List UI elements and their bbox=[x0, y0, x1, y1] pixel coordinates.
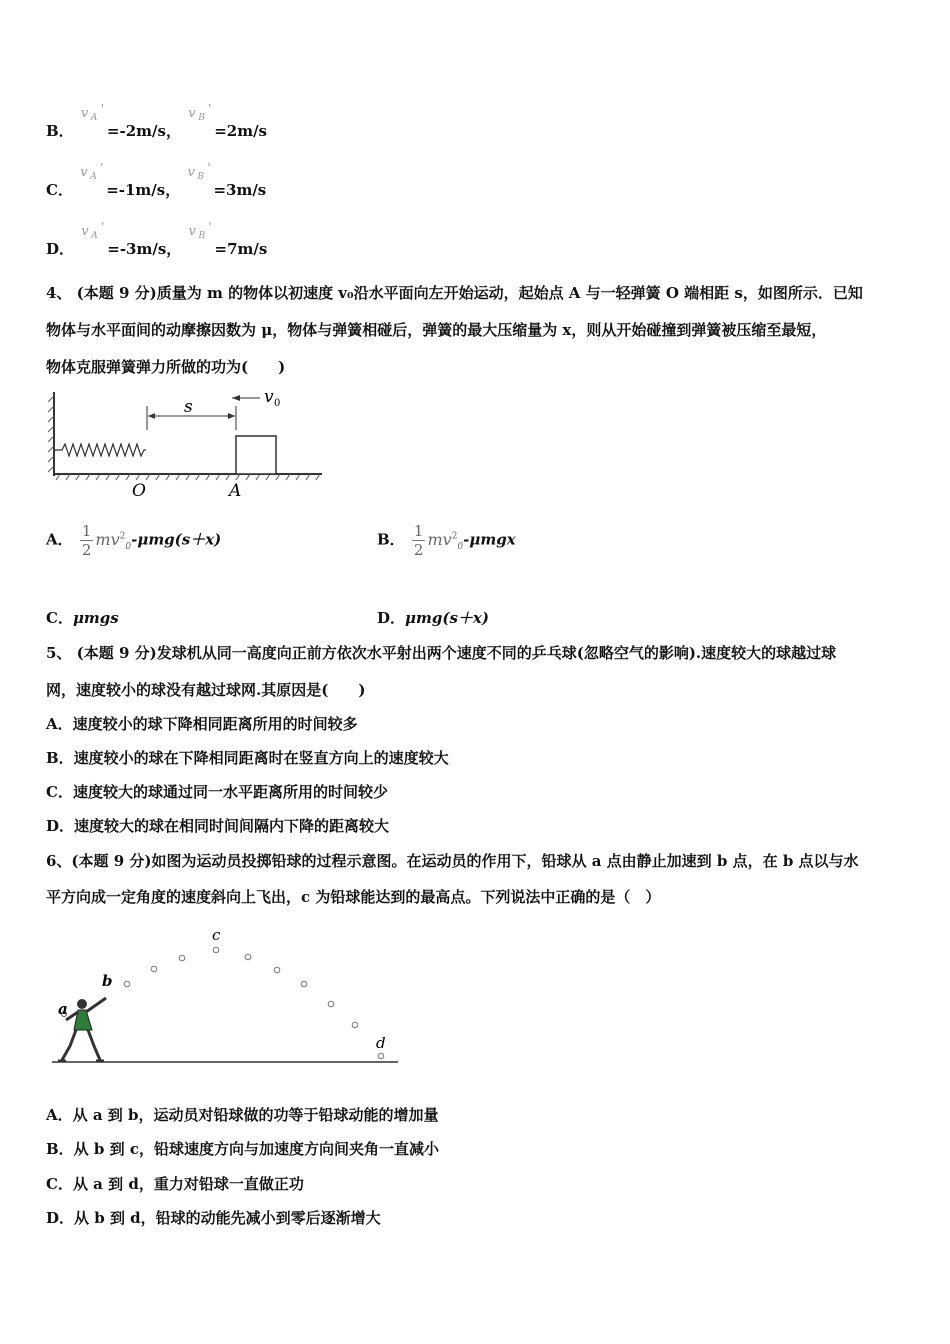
q5-stem-line2: 网，速度较小的球没有越过球网.其原因是( ) bbox=[46, 681, 366, 699]
va-value: =-2m/s， bbox=[106, 122, 181, 140]
vb-prime-symbol: v B ' bbox=[188, 102, 212, 123]
vb-value: =7m/s bbox=[214, 240, 268, 258]
vb-prime-symbol: v B ' bbox=[187, 161, 211, 182]
v0-label: v bbox=[264, 387, 274, 407]
trajectory-dots bbox=[124, 947, 384, 1059]
point-a-label: a bbox=[58, 1000, 68, 1018]
va-prime-symbol: v A ' bbox=[81, 220, 105, 241]
q4-stem-line2: 物体与水平面间的动摩擦因数为 μ，物体与弹簧相碰后，弹簧的最大压缩量为 x，则从开始碰撞到弹簧被压缩至最短， bbox=[46, 321, 827, 339]
one-half-fraction: $\frac{1}{2}$ bbox=[81, 522, 92, 559]
q6-option-a[interactable]: A．从 a 到 b，运动员对铅球做的功等于铅球动能的增加量 bbox=[46, 1106, 439, 1124]
one-half-fraction: $\frac{1}{2}$ bbox=[413, 522, 424, 559]
q6-option-c[interactable]: C．从 a 到 d，重力对铅球一直做正功 bbox=[46, 1175, 304, 1193]
q3-option-d[interactable] bbox=[46, 220, 268, 259]
option-label: C． bbox=[46, 609, 73, 627]
q4-option-d[interactable]: D．μmg(s＋x) bbox=[377, 609, 489, 627]
o-label: O bbox=[132, 481, 146, 501]
va-prime-symbol: v A ' bbox=[80, 102, 104, 123]
point-c-label: c bbox=[212, 926, 221, 944]
option-label: D． bbox=[46, 240, 75, 258]
q5-option-a[interactable]: A．速度较小的球下降相同距离所用的时间较多 bbox=[46, 715, 358, 733]
q4-option-c[interactable]: C．μmgs bbox=[46, 609, 119, 627]
q6-stem-line2: 平方向成一定角度的速度斜向上飞出，c 为铅球能达到的最高点。下列说法中正确的是（ ） bbox=[46, 888, 661, 906]
point-b-label: b bbox=[102, 972, 113, 990]
q6-option-b[interactable]: B．从 b 到 c，铅球速度方向与加速度方向间夹角一直减小 bbox=[46, 1140, 439, 1158]
q3-option-b[interactable] bbox=[46, 102, 267, 141]
mv0-squared: $mv^2_0$ bbox=[95, 529, 132, 552]
q5-option-b[interactable]: B．速度较小的球在下降相同距离时在竖直方向上的速度较大 bbox=[46, 749, 449, 767]
q4-option-a[interactable]: A． $\frac{1}{2}$ $mv^2_0-\mu mg(s+x)$ bbox=[46, 522, 222, 559]
point-d-label: d bbox=[376, 1034, 386, 1052]
vb-value: =2m/s bbox=[214, 122, 267, 140]
svg-text:0: 0 bbox=[274, 398, 281, 409]
q5-stem-line1: 5、 (本题 9 分)发球机从同一高度向正前方依次水平射出两个速度不同的乒乓球(忽略空气的影响).速度较大的球越过球 bbox=[46, 644, 837, 662]
mv0-squared: $mv^2_0$ bbox=[427, 529, 464, 552]
q3-option-c[interactable] bbox=[46, 161, 267, 200]
va-value: =-3m/s， bbox=[107, 240, 182, 258]
shot-put-figure bbox=[48, 924, 404, 1068]
vb-prime-symbol: v B ' bbox=[188, 220, 212, 241]
option-label: B． bbox=[377, 530, 405, 549]
q6-stem-line1: 6、(本题 9 分)如图为运动员投掷铅球的过程示意图。在运动员的作用下，铅球从 a 点由静止加速到 b 点，在 b 点以与水 bbox=[46, 852, 859, 870]
q6-option-d[interactable]: D．从 b 到 d，铅球的动能先减小到零后逐渐增大 bbox=[46, 1209, 381, 1227]
option-label: D． bbox=[377, 609, 406, 627]
q5-option-c[interactable]: C．速度较大的球通过同一水平距离所用的时间较少 bbox=[46, 783, 388, 801]
q4-option-b[interactable]: B． $\frac{1}{2}$ $mv^2_0$-μmgx bbox=[377, 522, 516, 559]
s-label: s bbox=[184, 397, 193, 417]
option-label: A． bbox=[46, 530, 73, 549]
va-prime-symbol: v A ' bbox=[80, 161, 104, 182]
spring-block-figure bbox=[44, 386, 334, 502]
block bbox=[236, 436, 276, 474]
option-label: B． bbox=[46, 122, 74, 140]
q5-option-d[interactable]: D．速度较大的球在相同时间间隔内下降的距离较大 bbox=[46, 817, 390, 835]
spring-icon bbox=[54, 444, 146, 456]
vb-value: =3m/s bbox=[213, 181, 267, 199]
q4-stem-line3: 物体克服弹簧弹力所做的功为( ) bbox=[46, 358, 286, 376]
a-label: A bbox=[229, 481, 242, 501]
q4-stem-line1: 4、 (本题 9 分)质量为 m 的物体以初速度 v₀沿水平面向左开始运动，起始点 A 与一轻弹簧 O 端相距 s，如图所示．已知 bbox=[46, 284, 863, 302]
option-label: C． bbox=[46, 181, 73, 199]
va-value: =-1m/s， bbox=[106, 181, 181, 199]
